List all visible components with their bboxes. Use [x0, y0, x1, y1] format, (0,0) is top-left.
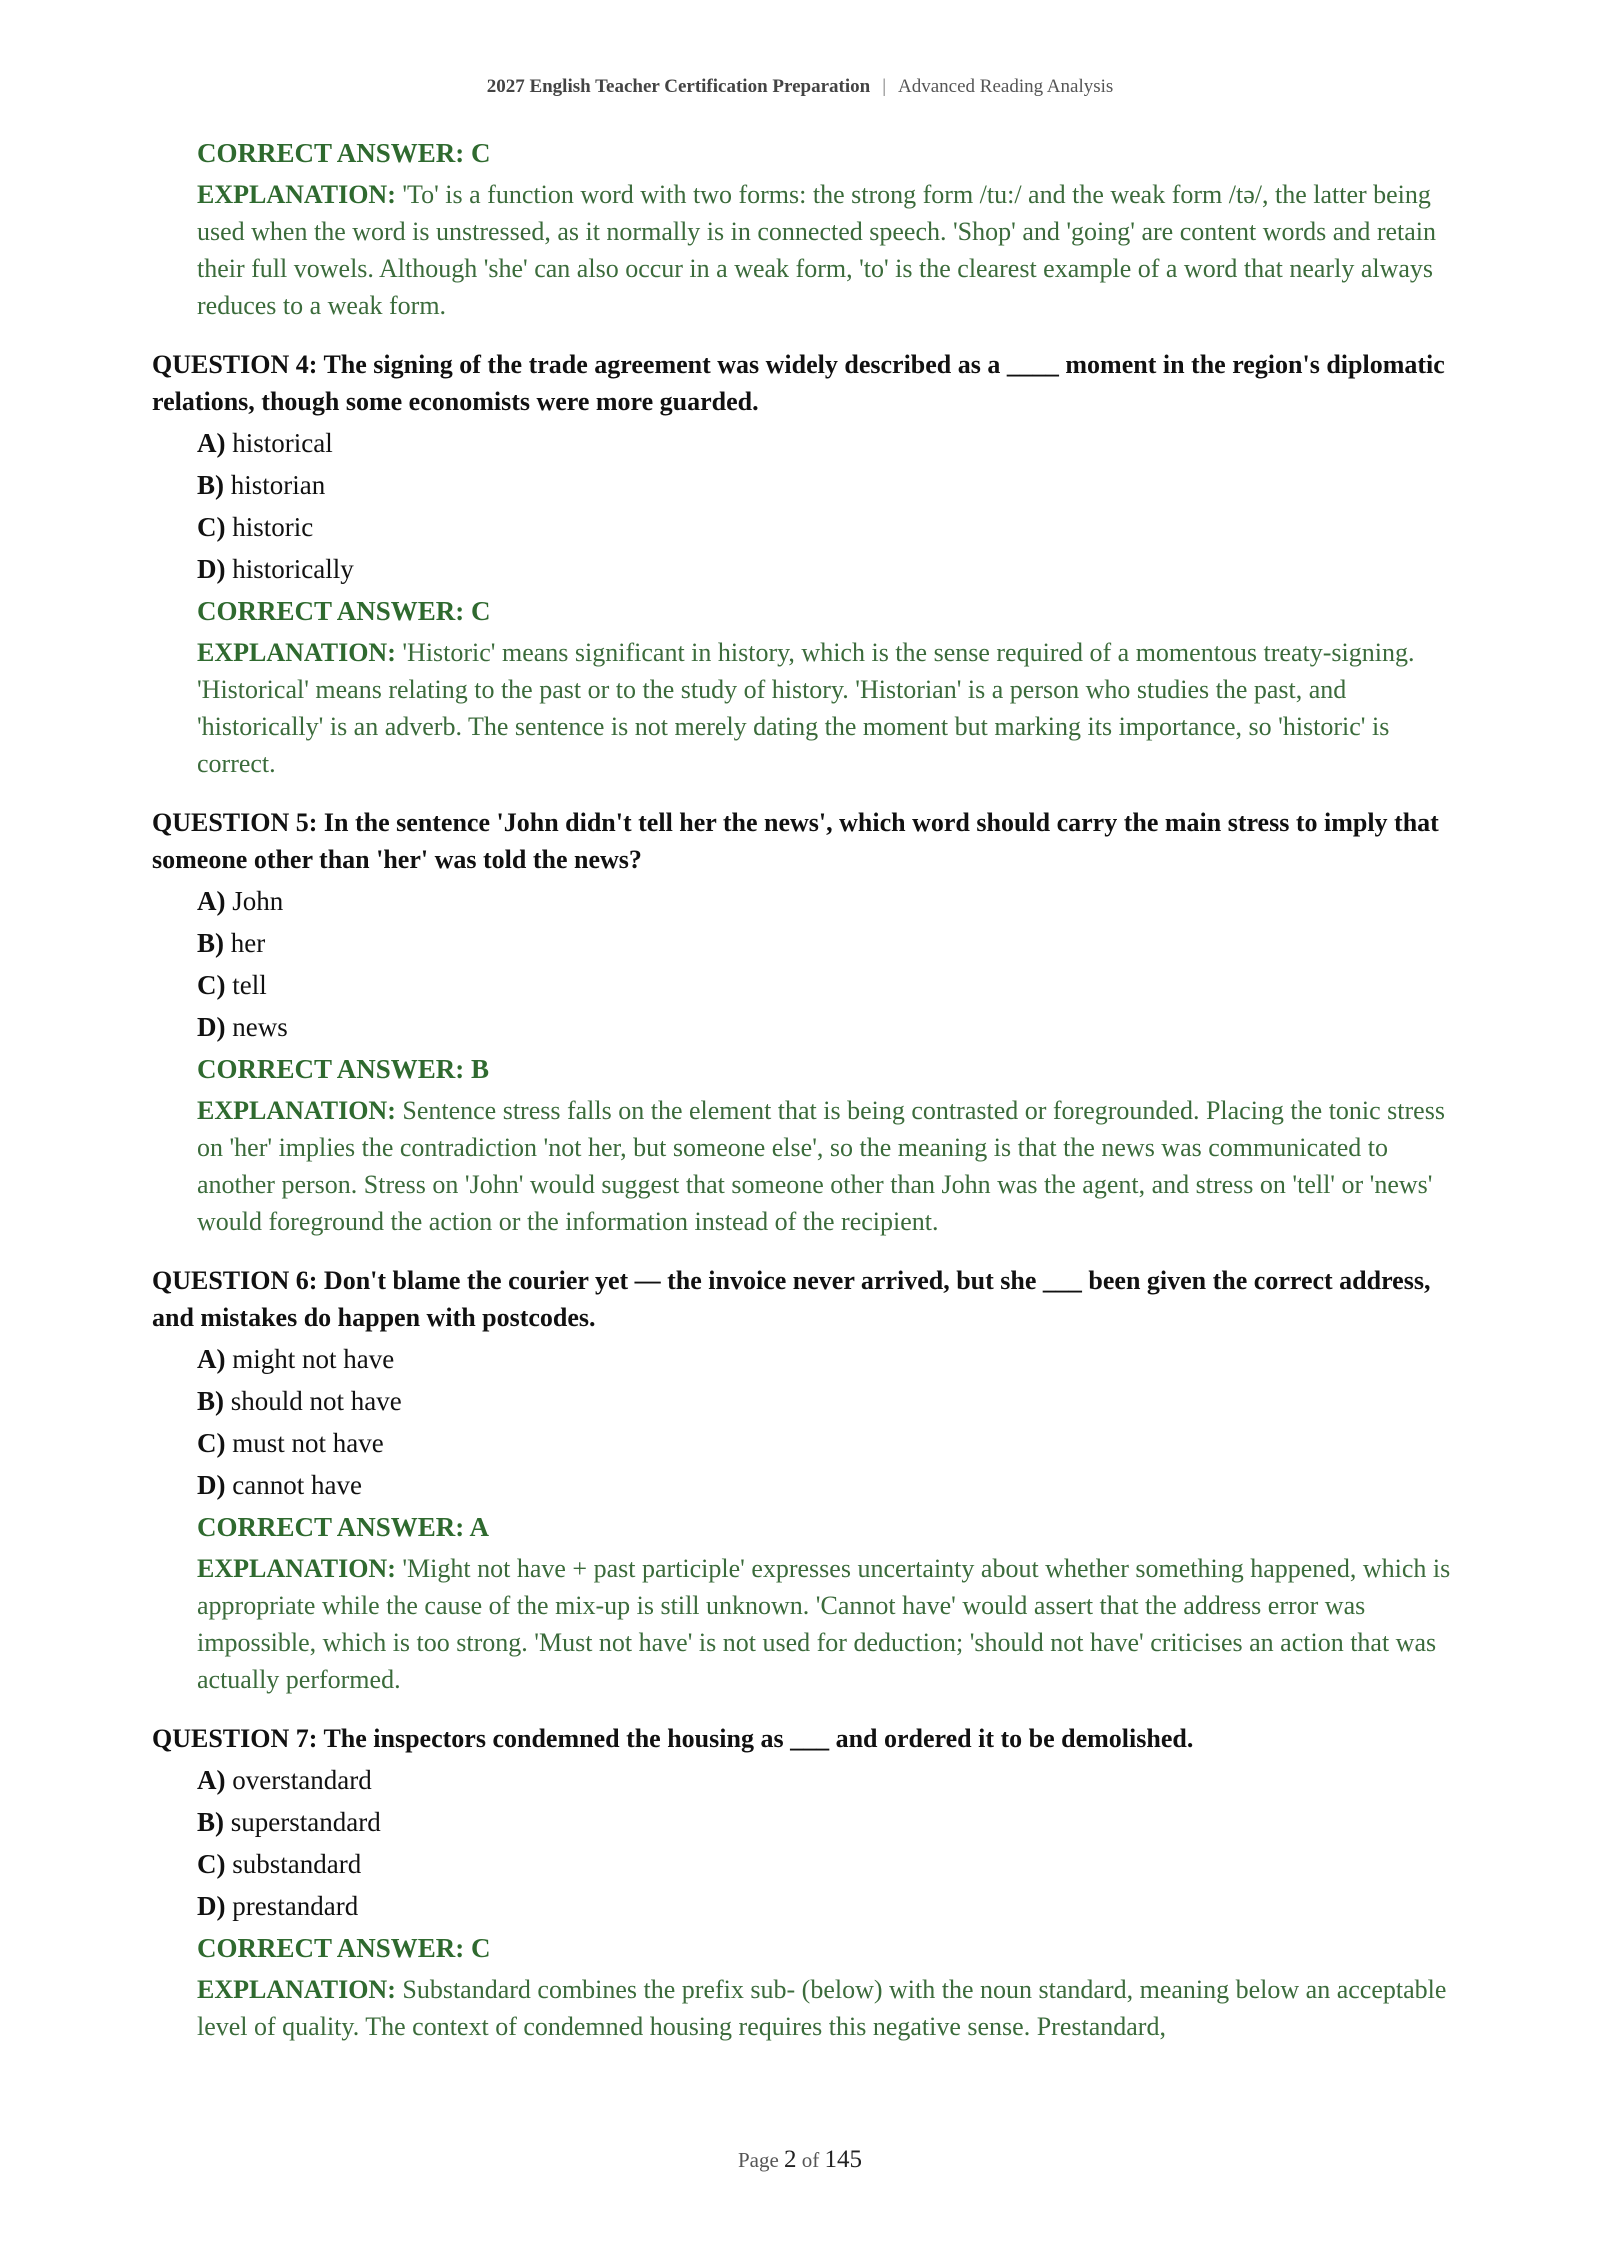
- option-letter: D): [197, 1891, 226, 1921]
- option-letter: A): [197, 1344, 226, 1374]
- header-separator: |: [882, 76, 887, 97]
- answer-option: [197, 552, 1452, 586]
- explanation-label: EXPLANATION:: [197, 1554, 396, 1583]
- explanation-label: EXPLANATION:: [197, 1096, 396, 1125]
- explanation: [197, 1550, 1452, 1698]
- correct-answer: CORRECT ANSWER: B: [197, 1054, 490, 1084]
- option-letter: A): [197, 886, 226, 916]
- explanation-text: Substandard combines the prefix sub- (below) with the noun standard, meaning below an acceptable level of quality. The context of condemned housing requires this negative sense. Prestandard,: [197, 1975, 1447, 2041]
- option-text: might not have: [232, 1344, 395, 1374]
- question-prompt: QUESTION 6: Don't blame the courier yet — the invoice never arrived, but she ___ been given the correct address, and mistakes do happen with postcodes.: [152, 1266, 1431, 1332]
- answer-option: [197, 1426, 1452, 1460]
- page-footer: [0, 2146, 1600, 2174]
- option-letter: C): [197, 512, 226, 542]
- explanation-text: 'To' is a function word with two forms: the strong form /tu:/ and the weak form /tə/, the latter being used when the word is unstressed, as it normally is in connected speech. 'Shop' and 'going' are content words and retain their full vowels. Although 'she' can also occur in a weak form, 'to' is the clearest example of a word that nearly always reduces to a weak form.: [197, 180, 1436, 320]
- page-word: Page: [737, 2148, 779, 2172]
- option-text: historical: [232, 428, 333, 458]
- question-block: [152, 1720, 1452, 2045]
- option-text: her: [230, 928, 266, 958]
- option-text: historically: [232, 554, 354, 584]
- option-letter: D): [197, 1470, 226, 1500]
- option-letter: D): [197, 554, 226, 584]
- answer-option: [197, 1384, 1452, 1418]
- option-text: cannot have: [232, 1470, 362, 1500]
- option-letter: C): [197, 970, 226, 1000]
- answer-option: [197, 884, 1452, 918]
- answer-option: [197, 1468, 1452, 1502]
- option-letter: D): [197, 1012, 226, 1042]
- option-text: must not have: [232, 1428, 384, 1458]
- option-text: historic: [232, 512, 314, 542]
- explanation-label: EXPLANATION:: [197, 638, 396, 667]
- question-prompt: QUESTION 7: The inspectors condemned the housing as ___ and ordered it to be demolished.: [152, 1724, 1194, 1753]
- answer-option: [197, 426, 1452, 460]
- option-text: tell: [232, 970, 267, 1000]
- answer-option: [197, 1889, 1452, 1923]
- explanation: [197, 1092, 1452, 1240]
- explanation-label: EXPLANATION:: [197, 1975, 396, 2004]
- page-number: 2: [784, 2146, 797, 2173]
- correct-answer: CORRECT ANSWER: A: [197, 1512, 490, 1542]
- correct-answer: CORRECT ANSWER: C: [197, 596, 491, 626]
- option-letter: B): [197, 1386, 224, 1416]
- explanation: [197, 634, 1452, 782]
- document-subtitle: Advanced Reading Analysis: [898, 76, 1114, 97]
- question-block: [152, 804, 1452, 1240]
- answer-option: [197, 468, 1452, 502]
- option-text: overstandard: [232, 1765, 372, 1795]
- explanation-text: Sentence stress falls on the element that is being contrasted or foregrounded. Placing the tonic stress on 'her' implies the contradiction 'not her, but someone else', so the meaning is that the news was communicated to another person. Stress on 'John' would suggest that someone other than John was the agent, and stress on 'tell' or 'news' would foreground the action or the information instead of the recipient.: [197, 1096, 1445, 1236]
- document-title: 2027 English Teacher Certification Preparation: [486, 76, 871, 97]
- correct-answer: CORRECT ANSWER: C: [197, 1933, 491, 1963]
- question-block: [152, 346, 1452, 782]
- explanation-text: 'Historic' means significant in history, which is the sense required of a momentous treaty-signing. 'Historical' means relating to the past or to the study of history. 'Historian' is a person who studies the past, and 'historically' is an adverb. The sentence is not merely dating the moment but marking its importance, so 'historic' is correct.: [197, 638, 1415, 778]
- answer-option: [197, 1805, 1452, 1839]
- option-text: superstandard: [230, 1807, 381, 1837]
- explanation: [197, 1971, 1452, 2045]
- option-letter: C): [197, 1428, 226, 1458]
- option-letter: B): [197, 928, 224, 958]
- option-text: John: [232, 886, 284, 916]
- answer-option: [197, 1847, 1452, 1881]
- answer-option: [197, 510, 1452, 544]
- answer-option: [197, 1763, 1452, 1797]
- question-prompt: QUESTION 4: The signing of the trade agreement was widely described as a ____ moment in the region's diplomatic relations, though some economists were more guarded.: [152, 350, 1445, 416]
- option-text: prestandard: [232, 1891, 359, 1921]
- option-letter: A): [197, 428, 226, 458]
- answer-option: [197, 1010, 1452, 1044]
- page-content: [152, 136, 1452, 2067]
- option-text: substandard: [232, 1849, 362, 1879]
- total-pages: 145: [824, 2146, 863, 2173]
- option-text: news: [232, 1012, 288, 1042]
- option-letter: B): [197, 470, 224, 500]
- explanation-label: EXPLANATION:: [197, 180, 396, 209]
- answer-option: [197, 926, 1452, 960]
- of-word: of: [801, 2148, 820, 2172]
- explanation-text: 'Might not have + past participle' expresses uncertainty about whether something happened, which is appropriate while the cause of the mix-up is still unknown. 'Cannot have' would assert that the address error was impossible, which is too strong. 'Must not have' is not used for deduction; 'should not have' criticises an action that was actually performed.: [197, 1554, 1451, 1694]
- question-block: [152, 1262, 1452, 1698]
- page-header: [0, 76, 1600, 98]
- option-text: historian: [230, 470, 326, 500]
- answer-option: [197, 1342, 1452, 1376]
- answer-option: [197, 968, 1452, 1002]
- correct-answer: CORRECT ANSWER: C: [197, 138, 491, 168]
- explanation: [197, 176, 1452, 324]
- option-letter: C): [197, 1849, 226, 1879]
- question-prompt: QUESTION 5: In the sentence 'John didn't tell her the news', which word should carry the main stress to imply that someone other than 'her' was told the news?: [152, 808, 1439, 874]
- option-letter: A): [197, 1765, 226, 1795]
- option-text: should not have: [230, 1386, 402, 1416]
- option-letter: B): [197, 1807, 224, 1837]
